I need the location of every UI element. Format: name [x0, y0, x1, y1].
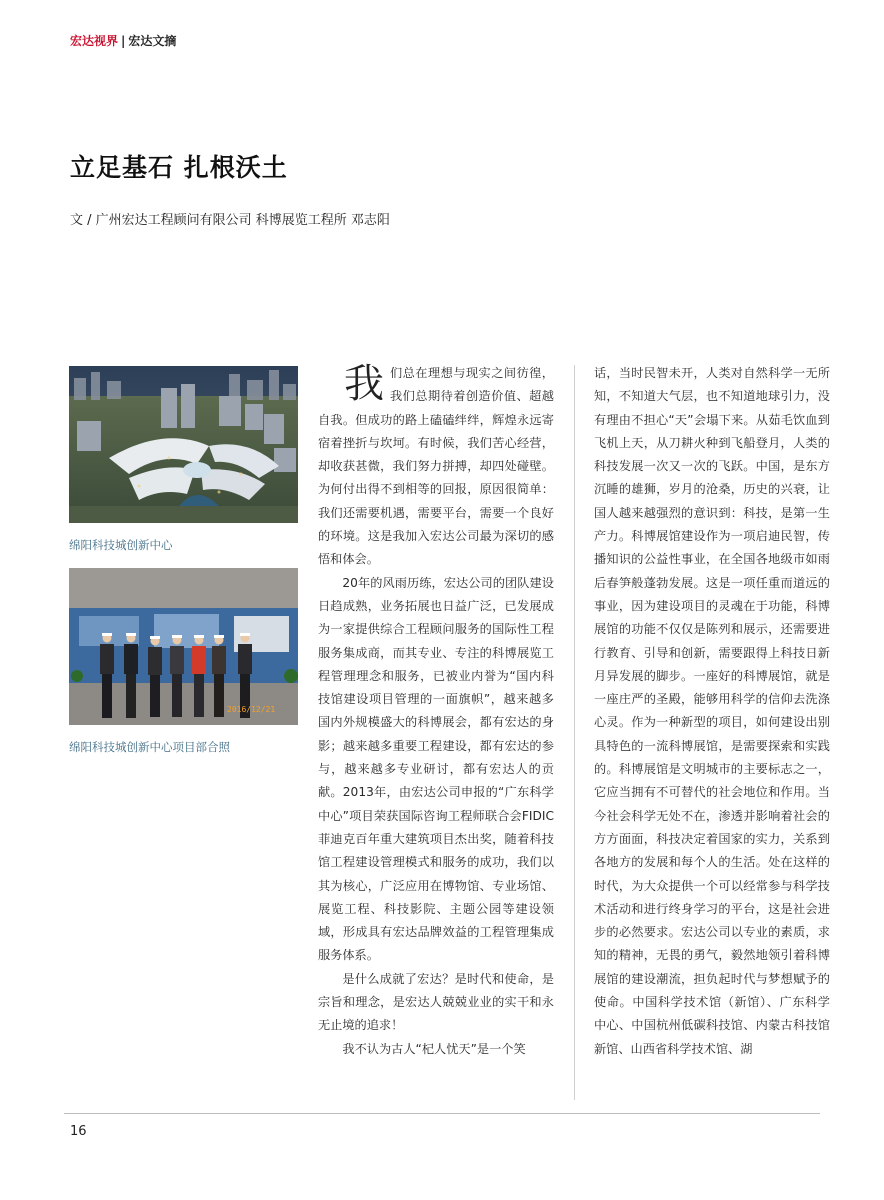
paragraph	[318, 362, 554, 572]
paragraph: 20年的风雨历练，宏达公司的团队建设日趋成熟，业务拓展也日益广泛，已发展成为一家提供综合工程顾问服务的国际性工程服务集成商，而其专业、专注的科博展览工程管理理念和服务，已被业内誉为“国内科技馆建设项目管理的一面旗帜”，越来越多国内外规模盛大的科博展会，都有宏达的身影；越来越多重要工程建设，都有宏达的参与，越来越多专业研讨，都有宏达人的贡献。2013年，由宏达公司申报的“广东科学中心”项目荣获国际咨询工程师联合会FIDIC菲迪克百年重大建筑项目杰出奖，随着科技馆工程建设管理模式和服务的成功，我们以其为核心，广泛应用在博物馆、专业场馆、展览工程、科技影院、主题公园等建设领域，形成具有宏达品牌效益的工程管理集成服务体系。	[318, 575, 554, 963]
column-divider	[574, 365, 575, 1100]
article-column-2	[594, 362, 830, 1061]
photo-caption: 绵阳科技城创新中心	[69, 538, 173, 552]
paragraph-text: 们总在理想与现实之间彷徨，我们总期待着创造价值、超越自我。但成功的路上磕磕绊绊，辉煌永远寄宿着挫折与坎坷。有时候，我们苦心经营，却收获甚微，我们努力拼搏，却四处碰壁。为何付出得不到相等的回报，原因很简单：我们还需要机遇，需要平台，需要一个良好的环境。这是我加入宏达公司最为深切的感悟和体会。	[318, 366, 554, 567]
paragraph: 我不认为古人“杞人忧天”是一个笑	[342, 1041, 526, 1056]
photo-caption: 绵阳科技城创新中心项目部合照	[69, 740, 230, 754]
page-number: 16	[70, 1124, 87, 1139]
photo-date-stamp: 2016/12/21	[227, 705, 276, 714]
footer-divider	[64, 1113, 820, 1114]
paragraph: 话，当时民智未开，人类对自然科学一无所知，不知道大气层，也不知道地球引力，没有理由不担心“天”会塌下来。从茹毛饮血到飞机上天，从刀耕火种到飞船登月，人类的科技发展一次又一次的飞跃。中国，是东方沉睡的雄狮，岁月的沧桑，历史的兴衰，让国人越来越强烈的意识到：科技，是第一生产力。科博展馆建设作为一项启迪民智，传播知识的公益性事业，在全国各地级市如雨后春笋般蓬勃发展。这是一项任重而道远的事业，因为建设项目的灵魂在于功能，科博展馆的功能不仅仅是陈列和展示，还需要进行教育、引导和创新，需要跟得上科技日新月异发展的脚步。一座好的科博展馆，就是一座庄严的圣殿，能够用科学的信仰去洗涤心灵。作为一种新型的项目，如何建设出别具特色的一流科博展馆，是需要探索和实践的。科博展馆是文明城市的主要标志之一，它应当拥有不可替代的社会地位和作用。当今社会科学无处不在，渗透并影响着社会的方方面面，科技决定着国家的实力，关系到各地方的发展和每个人的生活。处在这样的时代，为大众提供一个可以经常参与科学技术活动和进行终身学习的平台，这是社会进步的必然要求。宏达公司以专业的素质，求知的精神，无畏的勇气，毅然地领引着科博展馆的建设潮流，担负起时代与梦想赋予的使命。中国科学技术馆（新馆）、广东科学中心、中国杭州低碳科技馆、内蒙古科技馆新馆、山西省科学技术馆、湖	[594, 366, 830, 1056]
innovation-center-photo	[69, 366, 298, 523]
drop-cap: 我	[344, 361, 384, 407]
section-name: 宏达视界	[70, 34, 119, 48]
section-separator: |	[121, 34, 126, 48]
article-byline: 文 / 广州宏达工程顾问有限公司 科博展览工程所 邓志阳	[70, 213, 390, 228]
article-title: 立足基石 扎根沃土	[70, 153, 288, 182]
project-team-photo	[69, 568, 298, 725]
article-column-1	[318, 362, 554, 1061]
subsection-name: 宏达文摘	[128, 34, 177, 48]
paragraph: 是什么成就了宏达？是时代和使命，是宗旨和理念，是宏达人兢兢业业的实干和永无止境的追求！	[318, 971, 554, 1033]
section-header	[70, 33, 176, 49]
